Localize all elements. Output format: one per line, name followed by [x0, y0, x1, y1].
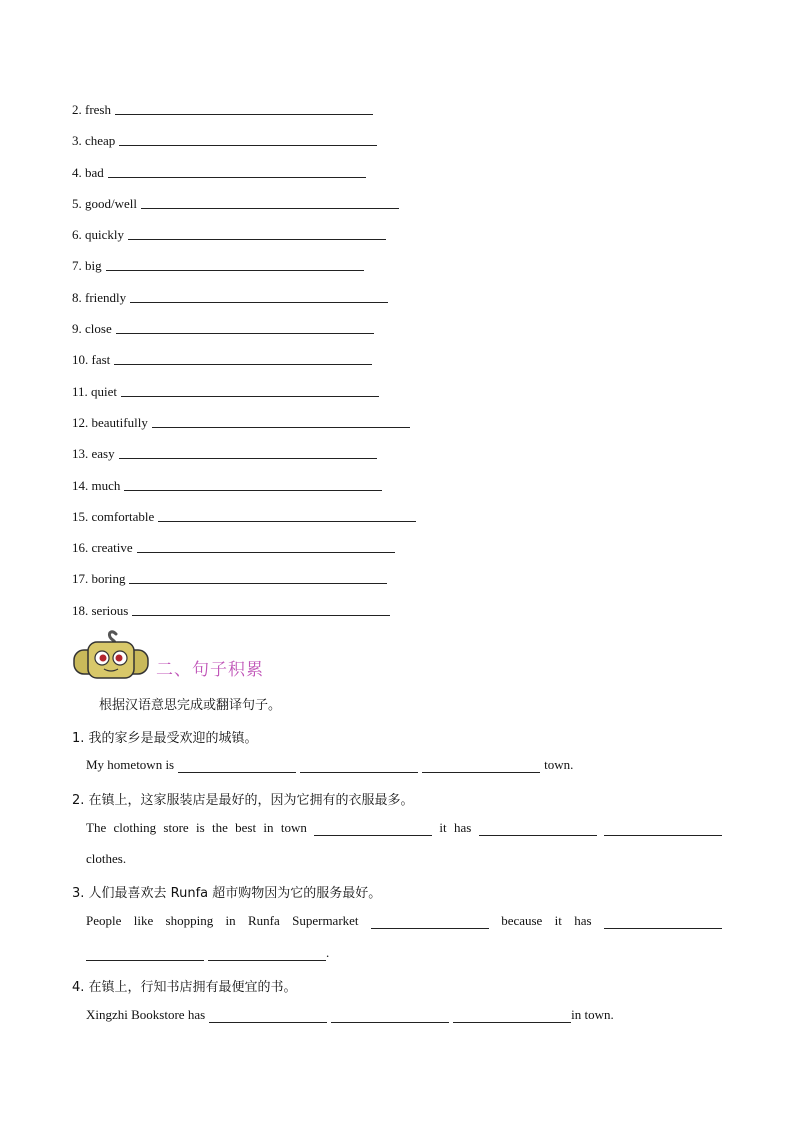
answer-blank[interactable] [115, 100, 373, 115]
word-item [72, 225, 416, 256]
item-number: 12. [72, 414, 89, 430]
answer-text: . [326, 945, 330, 960]
word-item [72, 131, 416, 162]
word-item [72, 350, 416, 381]
item-word: fresh [85, 102, 111, 117]
answer-blank[interactable] [86, 947, 204, 961]
answer-blank[interactable] [124, 476, 382, 491]
answer-blank[interactable] [152, 413, 410, 428]
answer-blank[interactable] [132, 601, 390, 616]
answer-word: has [574, 913, 592, 928]
item-word: comfortable [91, 508, 155, 524]
answer-word: People [86, 913, 122, 928]
word-item [72, 413, 416, 444]
answer-word: clothing [113, 820, 157, 835]
question-chinese: 人们最喜欢去 Runfa 超市购物因为它的服务最好。 [88, 886, 382, 901]
answer-blank[interactable] [314, 822, 432, 836]
answer-blank[interactable] [108, 163, 366, 178]
word-item [72, 382, 416, 413]
answer-blank[interactable] [121, 382, 379, 397]
question-chinese: 在镇上，行知书店拥有最便宜的书。 [88, 980, 297, 995]
question-3-answer [86, 913, 722, 929]
answer-blank[interactable] [208, 947, 326, 961]
item-word: serious [91, 602, 129, 618]
answer-text: clothes. [86, 851, 127, 866]
answer-word: Runfa [248, 913, 280, 928]
question-3-prompt [72, 882, 381, 901]
item-word: much [91, 477, 121, 493]
question-2-prompt [72, 789, 414, 808]
question-number: 4. [72, 980, 85, 995]
item-number: 5. [72, 195, 82, 211]
item-word: quiet [91, 383, 118, 399]
answer-blank[interactable] [119, 444, 377, 459]
answer-word: in [225, 913, 236, 928]
item-number: 11. [72, 383, 88, 399]
item-number: 7. [72, 258, 82, 274]
answer-word: the [211, 820, 228, 835]
answer-word: it [554, 913, 562, 928]
word-item [72, 507, 416, 538]
question-2-answer-continued [86, 851, 126, 867]
answer-word: is [196, 820, 205, 835]
answer-word: town [280, 820, 307, 835]
item-number: 15. [72, 508, 89, 524]
question-chinese: 我的家乡是最受欢迎的城镇。 [88, 731, 258, 746]
word-list [72, 100, 416, 632]
answer-blank[interactable] [479, 822, 597, 836]
item-number: 3. [72, 133, 82, 149]
answer-blank[interactable] [130, 288, 388, 303]
answer-blank[interactable] [371, 915, 489, 929]
answer-word: best [235, 820, 257, 835]
item-word: beautifully [91, 414, 148, 430]
section-heading [72, 628, 264, 680]
answer-blank[interactable] [116, 319, 374, 334]
answer-blank[interactable] [128, 225, 386, 240]
item-number: 16. [72, 540, 89, 556]
answer-blank[interactable] [141, 194, 399, 209]
question-1-prompt [72, 727, 258, 746]
word-item [72, 319, 416, 350]
answer-word: The [86, 820, 107, 835]
answer-word: store [163, 820, 189, 835]
word-item [72, 288, 416, 319]
answer-blank[interactable] [604, 915, 722, 929]
item-number: 9. [72, 321, 82, 337]
question-3-answer-continued [86, 945, 329, 961]
item-number: 17. [72, 571, 89, 587]
item-word: friendly [85, 289, 127, 305]
answer-word: has [453, 820, 472, 835]
word-item [72, 569, 416, 600]
item-number: 4. [72, 164, 82, 180]
question-4-answer [86, 1007, 614, 1023]
item-number: 2. [72, 102, 82, 117]
question-2-answer [86, 820, 722, 836]
answer-blank[interactable] [158, 507, 416, 522]
item-word: big [85, 258, 102, 274]
answer-text: in town. [571, 1007, 614, 1022]
answer-blank[interactable] [106, 256, 364, 271]
word-item [72, 163, 416, 194]
answer-blank[interactable] [422, 759, 540, 773]
answer-blank[interactable] [300, 759, 418, 773]
word-item [72, 476, 416, 507]
question-number: 2. [72, 793, 85, 808]
word-item [72, 444, 416, 475]
item-word: cheap [85, 133, 116, 149]
answer-blank[interactable] [129, 569, 387, 584]
item-number: 8. [72, 289, 82, 305]
mascot-icon [72, 628, 150, 680]
item-word: bad [85, 164, 104, 180]
question-number: 1. [72, 731, 85, 746]
question-chinese: 在镇上，这家服装店是最好的，因为它拥有的衣服最多。 [88, 793, 414, 808]
answer-text: My hometown is [86, 757, 175, 772]
item-word: boring [91, 571, 126, 587]
answer-blank[interactable] [604, 822, 722, 836]
word-item [72, 100, 416, 131]
answer-word: shopping [165, 913, 214, 928]
word-item [72, 538, 416, 569]
item-word: easy [91, 446, 115, 462]
answer-blank[interactable] [331, 1009, 449, 1023]
answer-text: Xingzhi Bookstore has [86, 1007, 206, 1022]
item-number: 6. [72, 227, 82, 243]
answer-word: like [133, 913, 154, 928]
item-number: 14. [72, 477, 89, 493]
section-title: 二、句子积累 [156, 660, 264, 680]
answer-blank[interactable] [119, 131, 377, 146]
word-item [72, 256, 416, 287]
item-number: 18. [72, 602, 89, 618]
answer-blank[interactable] [209, 1009, 327, 1023]
question-number: 3. [72, 886, 85, 901]
item-word: fast [91, 352, 111, 368]
answer-blank[interactable] [114, 350, 372, 365]
item-number: 10. [72, 352, 89, 368]
item-word: creative [91, 540, 133, 556]
item-word: close [85, 321, 112, 337]
answer-word: it [439, 820, 447, 835]
word-item [72, 194, 416, 225]
question-1-answer [86, 757, 573, 773]
item-word: quickly [85, 227, 124, 243]
answer-text: town. [544, 757, 574, 772]
question-4-prompt [72, 976, 297, 995]
answer-blank[interactable] [453, 1009, 571, 1023]
answer-word: Supermarket [292, 913, 359, 928]
answer-blank[interactable] [137, 538, 395, 553]
instruction: 根据汉语意思完成或翻译句子。 [99, 698, 282, 713]
item-word: good/well [85, 195, 137, 211]
answer-word: in [263, 820, 274, 835]
answer-word: because [501, 913, 543, 928]
answer-blank[interactable] [178, 759, 296, 773]
item-number: 13. [72, 446, 89, 462]
